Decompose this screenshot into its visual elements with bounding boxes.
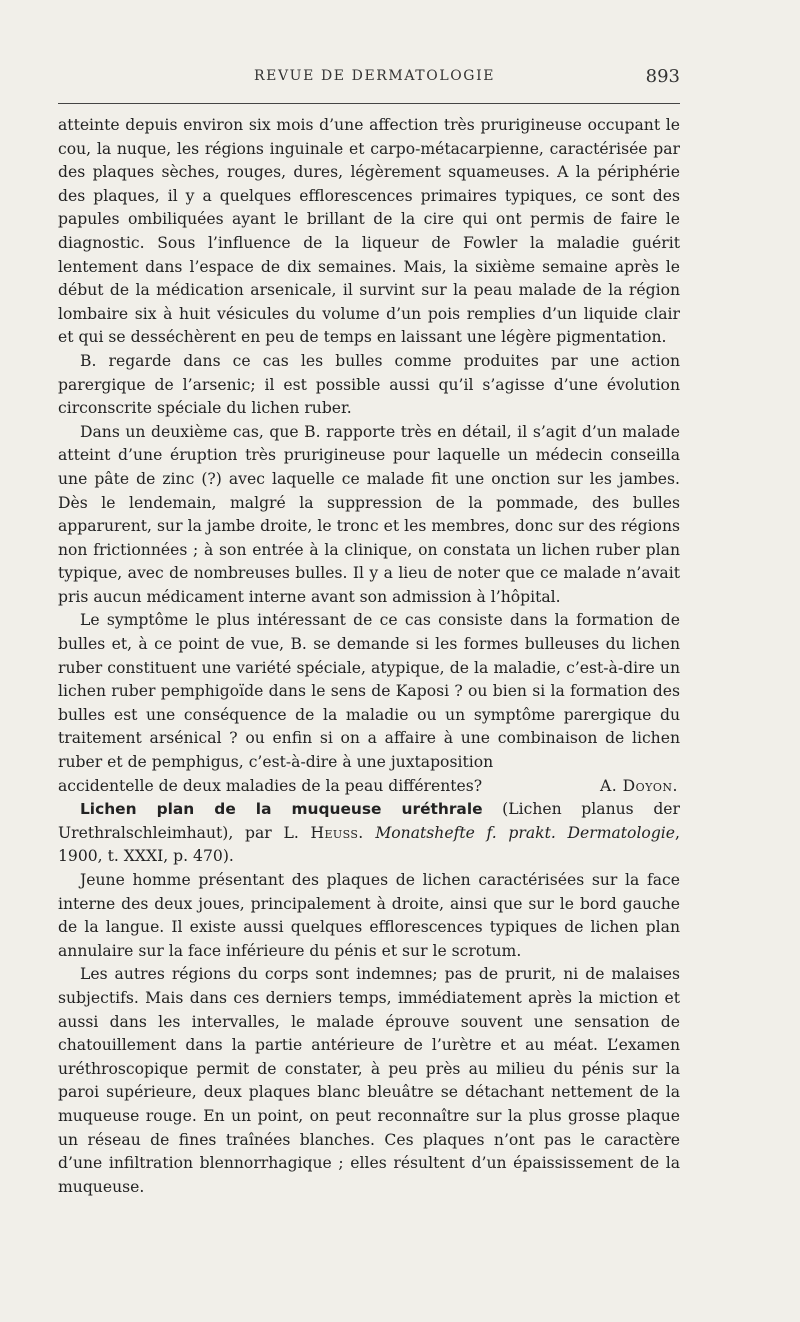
paragraph: Le symptôme le plus intéressant de ce cas consiste dans la formation de bulles et, à ce point de vue, B. se demande si les formes bulleuses du lichen ruber constituent une variété spéciale, atypique, de la maladie, c’est-à-dire un lichen ruber pemphigoïde dans le sens de Kaposi ? ou bien si la formation des bulles est une conséquence de la maladie ou un symptôme parergique du traitement arsénical ? ou enfin si on a affaire à une combinaison de lichen ruber et de pemphigus, c’est-à-dire à une juxtaposition (58, 611, 680, 772)
paragraph: Dans un deuxième cas, que B. rapporte très en détail, il s’agit d’un malade atteint d’une éruption très prurigineuse pour laquelle un médecin conseilla une pâte de zinc (?) avec laquelle ce malade fit une onction sur les jambes. Dès le lendemain, malgré la suppression de la pommade, des bulles apparurent, sur la jambe droite, le tronc et les membres, donc sur des régions non frictionnées ; à son entrée à la clinique, on constata un lichen ruber plan typique, avec de nombreuses bulles. Il y a lieu de noter que ce malade n’avait pris aucun médicament interne avant son admission à l’hôpital. (58, 422, 680, 606)
article-body (58, 114, 680, 1199)
paragraph: Jeune homme présentant des plaques de lichen caractérisées sur la face interne des deux joues, principalement à droite, ainsi que sur le bord gauche de la langue. Il existe aussi quelques efflorescences typiques de lichen plan annulaire sur la face inférieure du pénis et sur le scrotum. (58, 871, 680, 960)
signature-line-text: accidentelle de deux maladies de la peau différentes? (58, 776, 483, 795)
paragraph: B. regarde dans ce cas les bulles comme produites par une action parergique de l’arsenic; il est possible aussi qu’il s’agisse d’une évolution circonscrite spéciale du lichen ruber. (58, 351, 680, 418)
running-head (58, 66, 680, 90)
section-title: Lichen plan de la muqueuse uréthrale (80, 800, 483, 819)
section-pre-author: (Lichen planus der Urethralschleimhaut), par L. (58, 800, 680, 842)
section-author: Heuss. (310, 823, 364, 842)
signature-line (58, 775, 680, 799)
paragraph-continuation: atteinte depuis environ six mois d’une affection très prurigineuse occupant le cou, la nuque, les régions inguinale et carpo-métacarpienne, caractérisée par des plaques sèches, rouges, dures, légèrement squameuses. A la périphérie des plaques, il y a quelques efflorescences primaires typiques, ce sont des papules ombiliquées ayant le brillant de la cire qui ont permis de faire le diagnostic. Sous l’influence de la liqueur de Fowler la maladie guérit lentement dans l’espace de dix semaines. Mais, la sixième semaine après le début de la médication arsenicale, il survint sur la peau malade de la région lombaire six à huit vésicules du volume d’un pois remplies d’un liquide clair et qui se desséchèrent en peu de temps en laissant une légère pigmentation. (58, 116, 680, 347)
section-citation: , 1900, t. XXXI, p. 470). (58, 823, 680, 866)
page-number: 893 (645, 66, 680, 87)
review-author: A. Doyon. (599, 776, 678, 795)
paragraph: Les autres régions du corps sont indemnes; pas de prurit, ni de malaises subjectifs. Mais dans ces derniers temps, immédiatement après la miction et aussi dans les intervalles, le malade éprouve souvent une sensation de chatouillement dans la partie antérieure de l’urètre et au méat. L’examen uréthroscopique permit de constater, à peu près au milieu du pénis sur la paroi supérieure, deux plaques blanc bleuâtre se détachant nettement de la muqueuse rouge. En un point, on peut reconnaître sur la plus grosse plaque un réseau de fines traînées blanches. Ces plaques n’ont pas le caractère d’une infiltration blennorrhagique ; elles résultent d’un épaississement de la muqueuse. (58, 965, 680, 1196)
journal-title: REVUE DE DERMATOLOGIE (254, 68, 496, 84)
header-rule (58, 103, 680, 104)
section-journal: Monatshefte f. prakt. Dermatologie (375, 823, 676, 842)
section-heading-paragraph (58, 798, 680, 869)
